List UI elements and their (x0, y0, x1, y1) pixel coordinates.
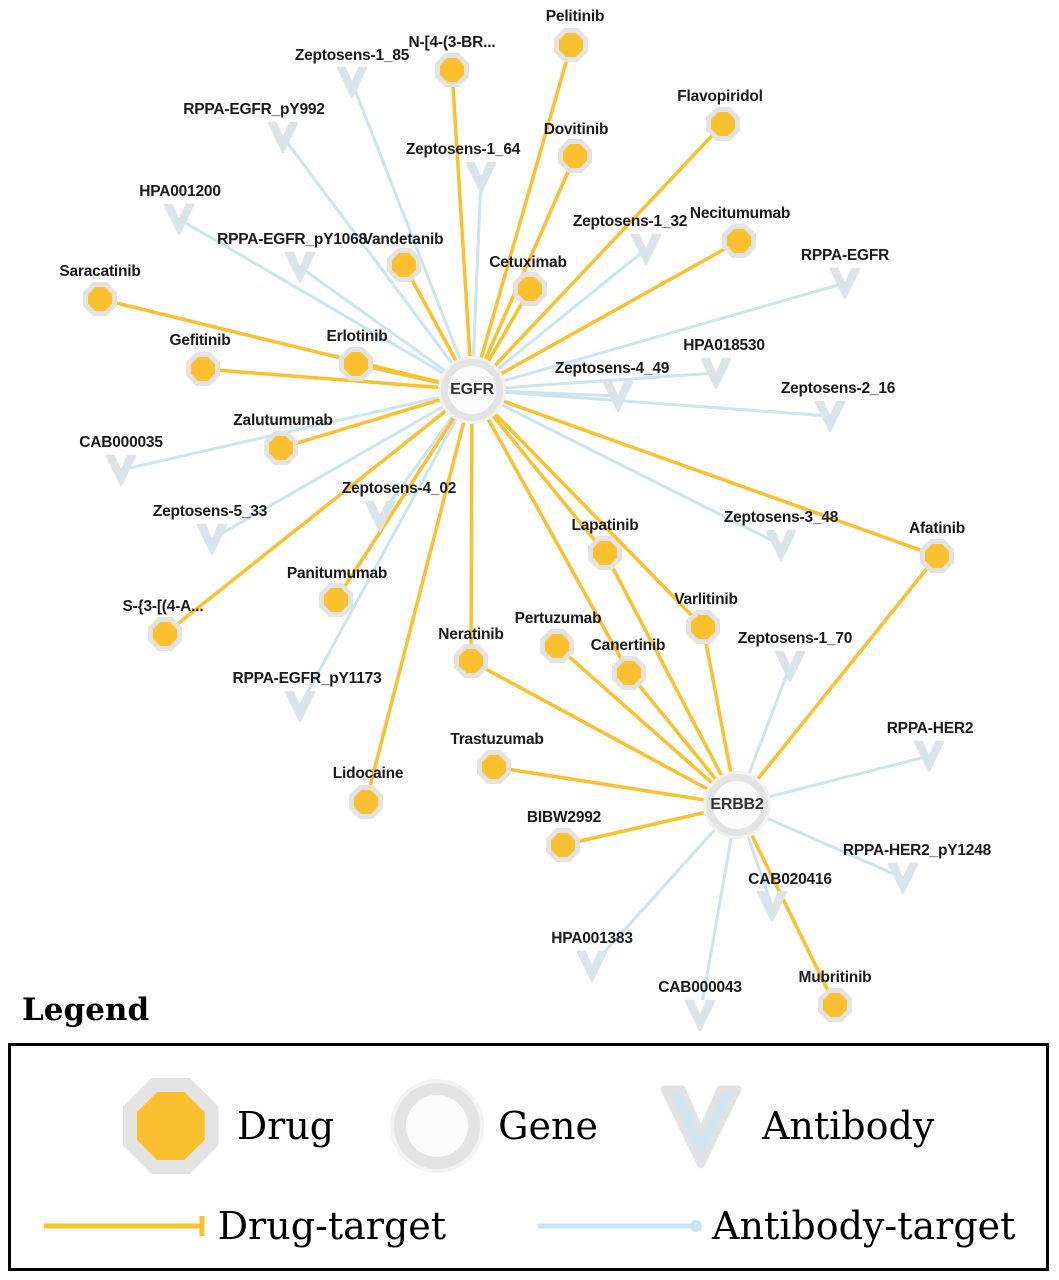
antibody-node-label: Zeptosens-4_02 (341, 480, 457, 497)
antibody-node[interactable] (575, 949, 609, 983)
antibody-node[interactable] (912, 739, 946, 773)
antibody-node-label: Zeptosens-2_16 (780, 380, 896, 397)
antibody-node-label: HPA001383 (551, 930, 633, 947)
antibody-node-label: CAB000035 (79, 434, 163, 451)
legend-label-antibody: Antibody (761, 1104, 935, 1148)
drug-node[interactable] (920, 539, 954, 573)
antibody-node[interactable] (773, 649, 807, 683)
graph-edge (472, 390, 703, 627)
drug-node-label: N-[4-(3-BR... (408, 34, 496, 51)
graph-edge (737, 556, 937, 805)
legend-item-antibody-target (536, 1204, 1015, 1248)
drug-node-label: Canertinib (590, 637, 666, 654)
legend-label-antibody-target: Antibody-target (712, 1204, 1016, 1248)
drug-node-label: Necitumumab (689, 205, 791, 222)
antibody-node[interactable] (764, 528, 798, 562)
antibody-node-label: Zeptosens-5_33 (152, 503, 268, 520)
antibody-node[interactable] (683, 998, 717, 1032)
antibody-target-edge-icon (536, 1213, 706, 1239)
antibody-node-label: CAB000043 (658, 979, 742, 996)
drug-node[interactable] (83, 282, 117, 316)
drug-node[interactable] (319, 583, 353, 617)
drug-node-label: Dovitinib (543, 121, 609, 138)
drug-target-edge-icon (42, 1213, 212, 1239)
antibody-node-label: RPPA-EGFR_pY1173 (232, 670, 382, 687)
drug-node[interactable] (722, 224, 756, 258)
drug-node[interactable] (558, 139, 592, 173)
graph-edge (471, 390, 472, 661)
antibody-node-label: RPPA-EGFR (800, 247, 890, 264)
legend-box (8, 1043, 1049, 1271)
antibody-node[interactable] (363, 499, 397, 533)
drug-node-label: Saracatinib (59, 263, 141, 280)
legend-label-gene: Gene (498, 1104, 598, 1148)
drug-node[interactable] (686, 610, 720, 644)
antibody-node-label: Zeptosens-3_48 (723, 509, 839, 526)
legend-item-drug-target (42, 1204, 446, 1248)
legend-title: Legend (22, 992, 150, 1028)
legend-label-drug-target: Drug-target (217, 1204, 447, 1248)
drug-node[interactable] (454, 644, 488, 678)
drug-node-label: Varlitinib (674, 591, 738, 608)
antibody-node[interactable] (195, 522, 229, 556)
graph-edge (452, 70, 472, 390)
antibody-node-label: RPPA-HER2_pY1248 (842, 842, 992, 859)
gene-node-label: ERBB2 (710, 796, 764, 813)
drug-node-label: Gefitinib (169, 332, 231, 349)
antibody-node[interactable] (464, 160, 498, 194)
antibody-node-label: CAB020416 (748, 871, 832, 888)
antibody-node-label: Zeptosens-1_32 (572, 213, 688, 230)
antibody-node[interactable] (886, 861, 920, 895)
drug-node[interactable] (349, 785, 383, 819)
graph-edge (472, 390, 830, 416)
drug-octagon-icon (123, 1078, 219, 1174)
antibody-node[interactable] (266, 120, 300, 154)
drug-node-label: Trastuzumab (450, 731, 544, 748)
drug-node[interactable] (264, 431, 298, 465)
drug-node-label: Pelitinib (545, 8, 605, 25)
drug-node-label: Cetuximab (489, 254, 567, 271)
drug-node-label: Pertuzumab (514, 610, 602, 627)
antibody-node[interactable] (162, 202, 196, 236)
drug-node[interactable] (706, 107, 740, 141)
drug-node-label: Afatinib (908, 520, 966, 537)
drug-node[interactable] (612, 656, 646, 690)
drug-node[interactable] (554, 28, 588, 62)
antibody-node[interactable] (104, 453, 138, 487)
drug-node-label: Lapatinib (571, 517, 639, 534)
antibody-node[interactable] (699, 356, 733, 390)
antibody-node-label: RPPA-EGFR_pY1068 (217, 231, 367, 248)
drug-node[interactable] (387, 248, 421, 282)
antibody-node-label: RPPA-EGFR_pY992 (183, 101, 325, 118)
drug-node-label: Vandetanib (362, 231, 444, 248)
drug-node-label: Lidocaine (332, 765, 404, 782)
antibody-node[interactable] (335, 65, 369, 99)
drug-node[interactable] (339, 347, 373, 381)
drug-node[interactable] (435, 53, 469, 87)
antibody-node[interactable] (601, 379, 635, 413)
gene-ring-icon (394, 1083, 480, 1169)
legend-node-types (11, 1076, 1046, 1176)
antibody-node[interactable] (283, 250, 317, 284)
legend-label-drug: Drug (236, 1104, 335, 1148)
graph-edge (300, 390, 472, 706)
antibody-node[interactable] (828, 266, 862, 300)
drug-node[interactable] (477, 750, 511, 784)
legend-item-drug (123, 1078, 334, 1174)
drug-node-label: Neratinib (438, 626, 504, 643)
antibody-node-label: Zeptosens-4_49 (554, 360, 670, 377)
antibody-node-label: Zeptosens-1_85 (294, 47, 410, 64)
antibody-node[interactable] (813, 399, 847, 433)
antibody-node[interactable] (629, 232, 663, 266)
antibody-node-label: Zeptosens-1_70 (737, 630, 853, 647)
gene-node-label: EGFR (450, 381, 494, 398)
antibody-node-label: Zeptosens-1_64 (405, 141, 521, 158)
drug-node[interactable] (540, 629, 574, 663)
drug-node[interactable] (148, 617, 182, 651)
legend-item-gene (394, 1083, 598, 1169)
drug-node-label: Flavopiridol (677, 88, 763, 105)
antibody-node-label: RPPA-HER2 (886, 720, 974, 737)
drug-node[interactable] (546, 828, 580, 862)
drug-node[interactable] (513, 272, 547, 306)
drug-node-label: Panitumumab (286, 565, 388, 582)
antibody-chevron-icon (658, 1081, 744, 1171)
antibody-node[interactable] (755, 889, 789, 923)
drug-node-label: Mubritinib (798, 969, 872, 986)
drug-node[interactable] (588, 536, 622, 570)
drug-node[interactable] (818, 988, 852, 1022)
drug-node[interactable] (186, 352, 220, 386)
drug-node-label: Zalutumumab (233, 412, 333, 429)
drug-node-label: Erlotinib (326, 328, 388, 345)
legend-item-antibody (658, 1081, 934, 1171)
antibody-node-label: HPA001200 (139, 183, 221, 200)
antibody-node[interactable] (283, 689, 317, 723)
drug-node-label: S-{3-[(4-A... (122, 598, 204, 615)
antibody-node-label: HPA018530 (683, 337, 765, 354)
legend-edge-types (11, 1196, 1046, 1256)
drug-node-label: BIBW2992 (526, 809, 602, 826)
